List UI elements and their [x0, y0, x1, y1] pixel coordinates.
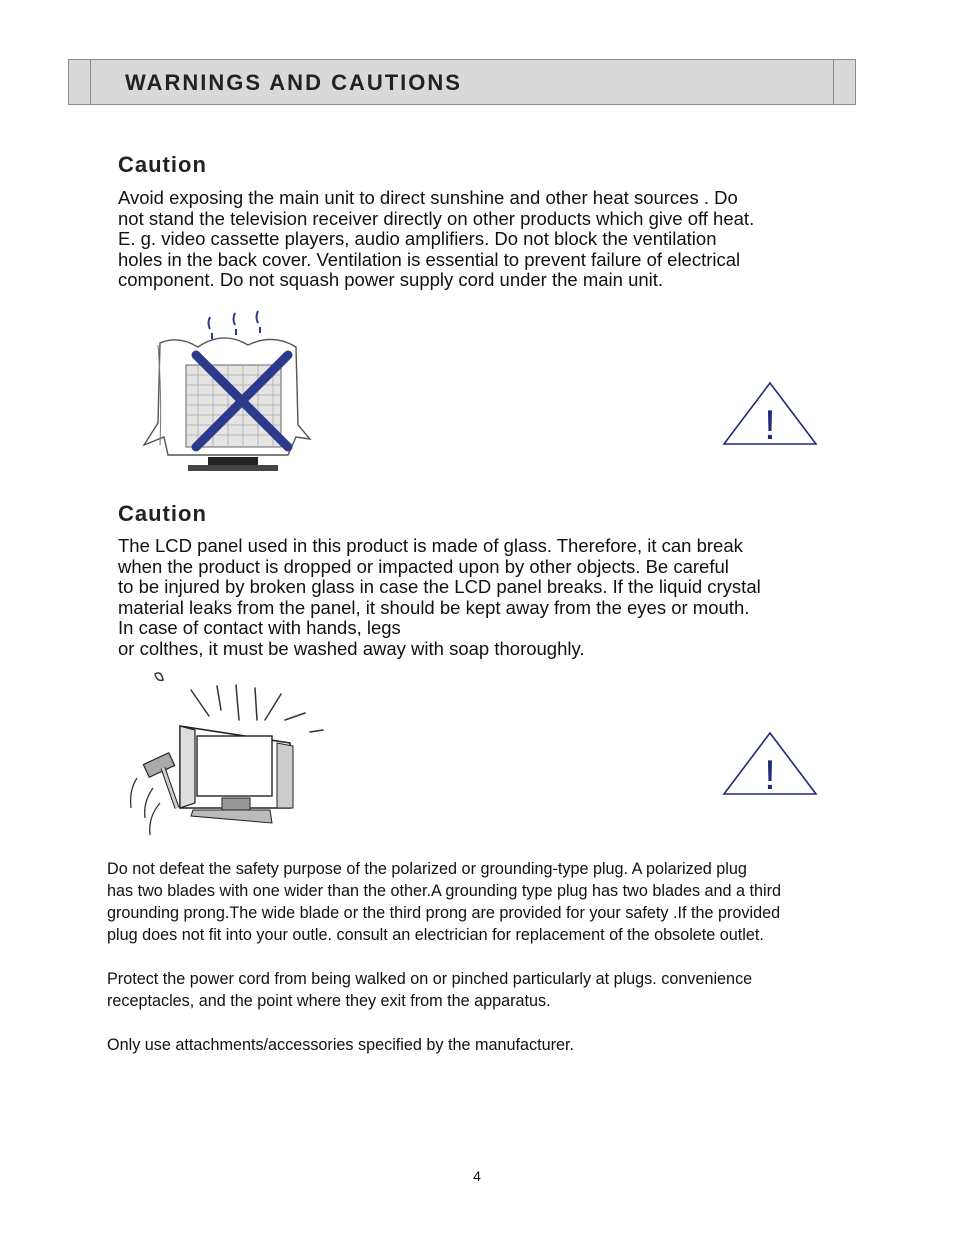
power-cord-note [107, 968, 887, 1012]
covered-tv-illustration [138, 305, 318, 483]
caution-2-line-1: The LCD panel used in this product is made of glass. Therefore, it can break [118, 535, 743, 556]
plug-note-line-2: has two blades with one wider than the other.A grounding type plug has two blades and a third [107, 882, 782, 900]
plug-note-line-1: Do not defeat the safety purpose of the polarized or grounding-type plug. A polarized plug [107, 860, 747, 878]
broken-lcd-illustration [125, 668, 330, 840]
plug-note-line-3: grounding prong.The wide blade or the third prong are provided for your safety .If the provided [107, 904, 781, 922]
caution-text-2 [118, 536, 848, 660]
attachments-note-line: Only use attachments/accessories specified by the manufacturer. [107, 1036, 574, 1054]
plug-safety-note [107, 858, 887, 946]
warning-triangle-icon-2 [722, 731, 818, 797]
warning-triangle-icon [722, 381, 818, 447]
warning-exclamation-2: ! [764, 751, 776, 797]
header-left-tab [69, 60, 91, 104]
caution-1-line-4: holes in the back cover. Ventilation is essential to prevent failure of electrical [118, 248, 741, 270]
cord-note-line-2: receptacles, and the point where they exit from the apparatus. [107, 992, 551, 1010]
caution-heading-1: Caution [118, 152, 207, 177]
caution-2-line-5: In case of contact with hands, legs [118, 617, 401, 639]
header-right-tab [833, 60, 855, 104]
page-number: 4 [473, 1168, 481, 1184]
caution-2-line-3: to be injured by broken glass in case the LCD panel breaks. If the liquid crystal [118, 576, 761, 598]
caution-1-line-5: component. Do not squash power supply cord under the main unit. [118, 269, 664, 291]
cord-note-line-1: Protect the power cord from being walked on or pinched particularly at plugs. convenience [107, 970, 753, 988]
caution-1-line-1: Avoid exposing the main unit to direct sunshine and other heat sources . Do [118, 187, 738, 208]
warning-exclamation: ! [764, 401, 776, 447]
page-title: WARNINGS AND CAUTIONS [125, 70, 462, 95]
plug-note-line-4: plug does not fit into your outle. consult an electrician for replacement of the obsolete outlet. [107, 926, 764, 944]
attachments-note [107, 1034, 887, 1056]
section-header [68, 59, 856, 105]
caution-2-line-4: material leaks from the panel, it should be kept away from the eyes or mouth. [118, 596, 750, 618]
caution-2-line-2: when the product is dropped or impacted upon by other objects. Be careful [118, 555, 729, 577]
caution-heading-2: Caution [118, 501, 207, 526]
caution-1-line-3: E. g. video cassette players, audio amplifiers. Do not block the ventilation [118, 228, 717, 250]
caution-text-1 [118, 188, 848, 291]
caution-2-line-6: or colthes, it must be washed away with soap thoroughly. [118, 637, 585, 659]
caution-1-line-2: not stand the television receiver directly on other products which give off heat. [118, 207, 755, 229]
